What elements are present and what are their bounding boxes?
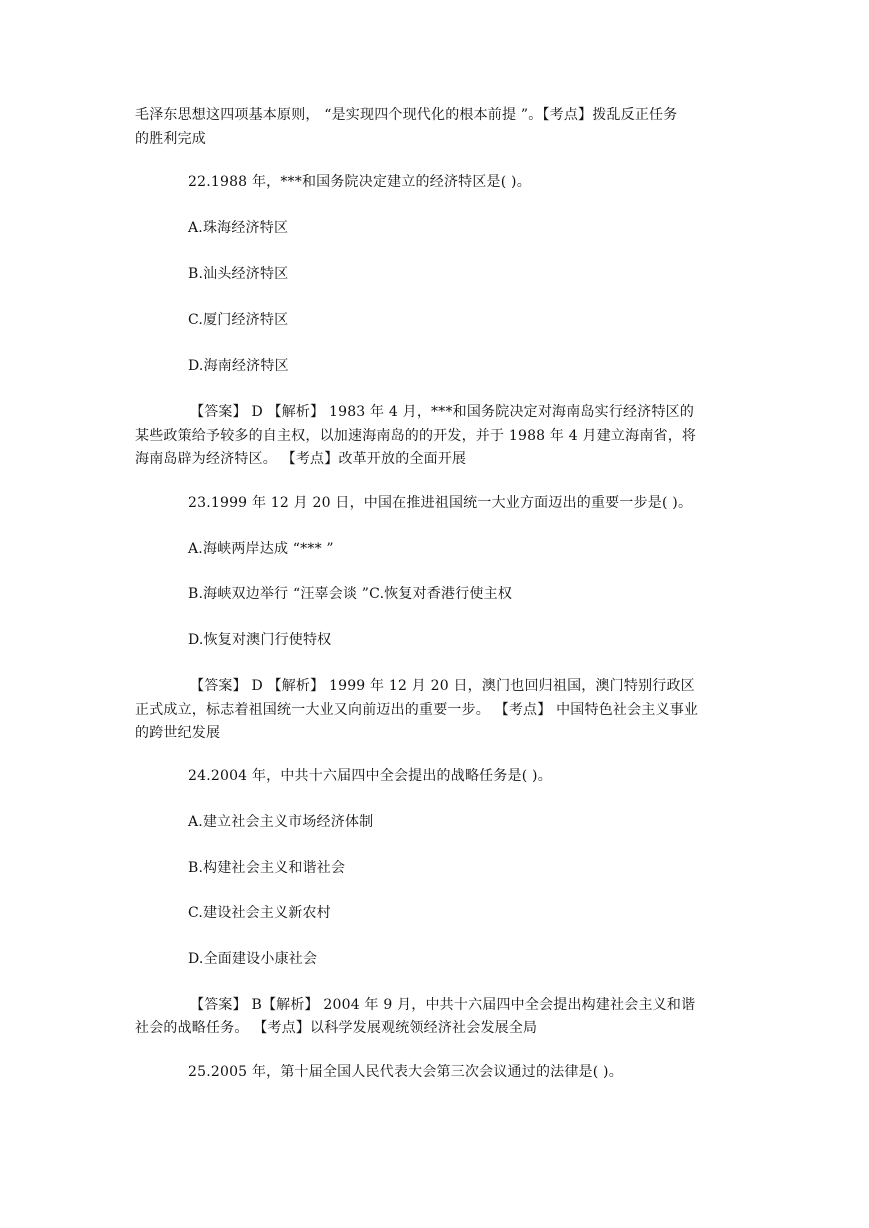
question-24: 24.2004 年，中共十六届四中全会提出的战略任务是( )。: [188, 768, 552, 784]
question-22: 22.1988 年，***和国务院决定建立的经济特区是( )。: [188, 174, 531, 190]
text-line: 毛泽东思想这四项基本原则， “是实现四个现代化的根本前提 ”。【考点】拨乱反正任务: [135, 107, 678, 123]
option-d: D.恢复对澳门行使特权: [188, 632, 332, 648]
text-line: 的胜利完成: [135, 131, 206, 147]
answer-explanation: 【答案】 D 【解析】 1999 年 12 月 20 日，澳门也回归祖国，澳门特别行政区: [190, 678, 695, 694]
option-c: C.厦门经济特区: [188, 312, 289, 328]
question-23: 23.1999 年 12 月 20 日，中国在推进祖国统一大业方面迈出的重要一步是( )。: [188, 495, 693, 511]
option-b: B.构建社会主义和谐社会: [188, 860, 346, 876]
option-b: B.汕头经济特区: [188, 266, 289, 282]
question-25: 25.2005 年，第十届全国人民代表大会第三次会议通过的法律是( )。: [188, 1064, 623, 1080]
text-line: 社会的战略任务。 【考点】以科学发展观统领经济社会发展全局: [135, 1020, 538, 1036]
text-line: 某些政策给予较多的自主权，以加速海南岛的的开发，并于 1988 年 4 月建立海南省，将: [135, 428, 697, 444]
text-line: 海南岛辟为经济特区。 【考点】改革开放的全面开展: [135, 451, 467, 467]
option-b-c: B.海峡双边举行 “汪辜会谈 ”C.恢复对香港行使主权: [188, 586, 513, 602]
option-d: D.海南经济特区: [188, 358, 289, 374]
answer-explanation: 【答案】 B【解析】 2004 年 9 月，中共十六届四中全会提出构建社会主义和谐: [190, 997, 696, 1013]
text-line: 正式成立，标志着祖国统一大业又向前迈出的重要一步。 【考点】 中国特色社会主义事业: [135, 702, 699, 718]
option-a: A.海峡两岸达成 “*** ”: [188, 541, 334, 557]
option-a: A.珠海经济特区: [188, 220, 289, 236]
option-d: D.全面建设小康社会: [188, 951, 318, 967]
option-c: C.建设社会主义新农村: [188, 905, 331, 921]
answer-explanation: 【答案】 D 【解析】 1983 年 4 月，***和国务院决定对海南岛实行经济特区的: [190, 404, 695, 420]
text-line: 的跨世纪发展: [135, 725, 221, 741]
option-a: A.建立社会主义市场经济体制: [188, 814, 374, 830]
